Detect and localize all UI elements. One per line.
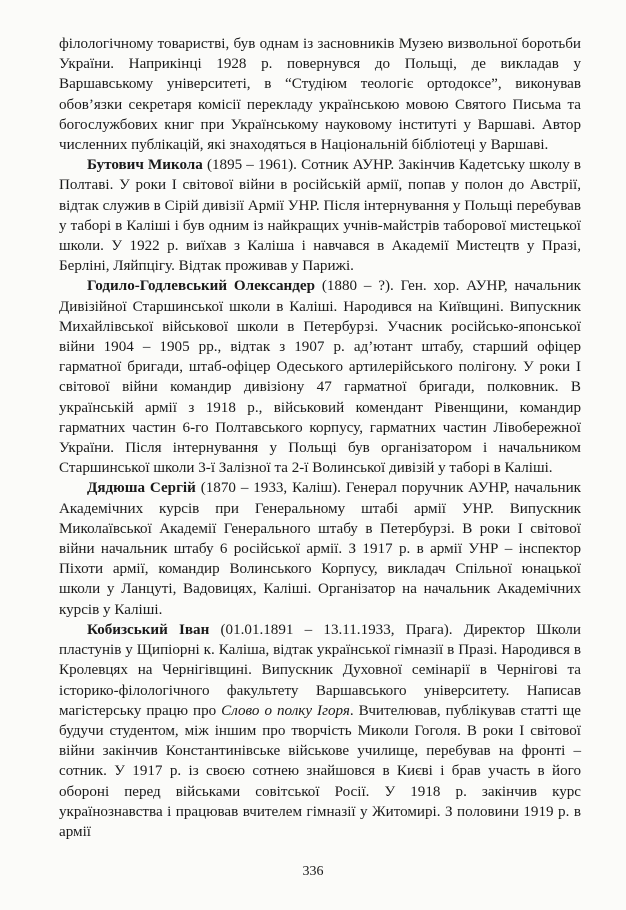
entry-diadiusha: [59, 478, 581, 619]
entry-name: Годило-Годлевський Олександер: [87, 278, 315, 295]
entry-text: . Вчителював, публікував статті ще будучи студентом, між іншим про творчість Миколи Гоголя. В роки І світової війни закінчив Константинівське військове училище, перебував на фронті – сотник. У 1917 р. із своєю сотнею знайшовся в Києві і брав участь в його обороні перед військами совітської Росії. У 1918 р. закінчив курс українознавства і працював вчителем гімназії у Житомирі. З половини 1919 р. в армії: [59, 702, 581, 840]
paragraph-text: філологічному товаристві, був однам із засновників Музею визвольної боротьби України. Наприкінці 1928 р. повернувся до Польщі, де викладав у Варшавському університеті, в “Студіюм теологіє ортодоксе”, виконував обов’язки секретаря комісії перекладу українською мовою Святого Письма та богослужбових книг при Українському науковому інституті у Варшаві. Автор численних публікацій, які знаходяться в Національній бібліотеці у Варшаві.: [59, 36, 581, 154]
text-column: [59, 34, 581, 842]
work-title: Слово о полку Ігоря: [221, 702, 350, 719]
entry-name: Бутович Микола: [87, 157, 203, 174]
page-number: 336: [302, 864, 324, 879]
paragraph-continuation: [59, 34, 581, 155]
entry-text: (1880 – ?). Ген. хор. АУНР, начальник Дивізійної Старшинської школи в Каліші. Народився на Київщині. Випускник Михайлівської військової школи в Петербурзі. Учасник російсько-японської війни 1904 – 1905 рр., відтак з 1907 р. ад’ютант штабу, старший офіцер гарматної бригади, штаб-офіцер Одеського артилерійського полігону. У роки І світової війни командир дивізіону 47 гарматної бригади, полковник. В українській армії з 1918 р., військовий комендант Рівенщини, командир гарматних частин 6-го Полтавського корпусу, гарматних частин Лівобережної України. Після інтернування у Польщі був організатором і начальником Старшинської школи 3-ї Залізної та 2-ї Волинської дивізій у таборі в Каліші.: [59, 278, 581, 477]
entry-kobyzskyi: [59, 620, 581, 842]
entry-text: (1895 – 1961). Сотник АУНР. Закінчив Кадетську школу в Полтаві. У роки І світової війни в російській армії, попав у полон до Австрії, відтак служив в Сірій дивізії Армії УНР. Після інтернування у Польщі перебував у таборі в Каліші і був одним із найкращих учнів-майстрів таборової мистецької школи. У 1922 р. виїхав з Каліша і навчався в Академії Мистецтв у Празі, Берліні, Ляйпцігу. Відтак проживав у Парижі.: [59, 157, 581, 275]
entry-butovych: [59, 155, 581, 276]
entry-hodylo-hodlevskyi: [59, 276, 581, 478]
entry-name: Кобизський Іван: [87, 621, 210, 638]
entry-name: Дядюша Сергій: [87, 480, 196, 497]
entry-text: (01.01.1891 – 13.11.1933, Прага). Директор Школи пластунів у Щипіорні к. Каліша, відтак української гімназії в Празі. Народився в Кролевцях на Чернігівщині. Випускник Духовної семінарії в Чернігові та історико-філологічного факультету Варшавського університету. Написав магістерську працю про: [59, 621, 581, 719]
entry-text: (1870 – 1933, Каліш). Генерал поручник АУНР, начальник Академічних курсів при Генеральному штабі армії УНР. Випускник Миколаївської Академії Генерального штабу в Петербурзі. В роки І світової війни начальник штабу 6 російської армії. З 1917 р. в армії УНР – інспектор Піхоти армії, командир Волинського Корпусу, викладач Спільної юнацької школи у Ланцуті, Вадовицях, Каліші. Організатор на начальник Академічних курсів у Каліші.: [59, 480, 581, 618]
